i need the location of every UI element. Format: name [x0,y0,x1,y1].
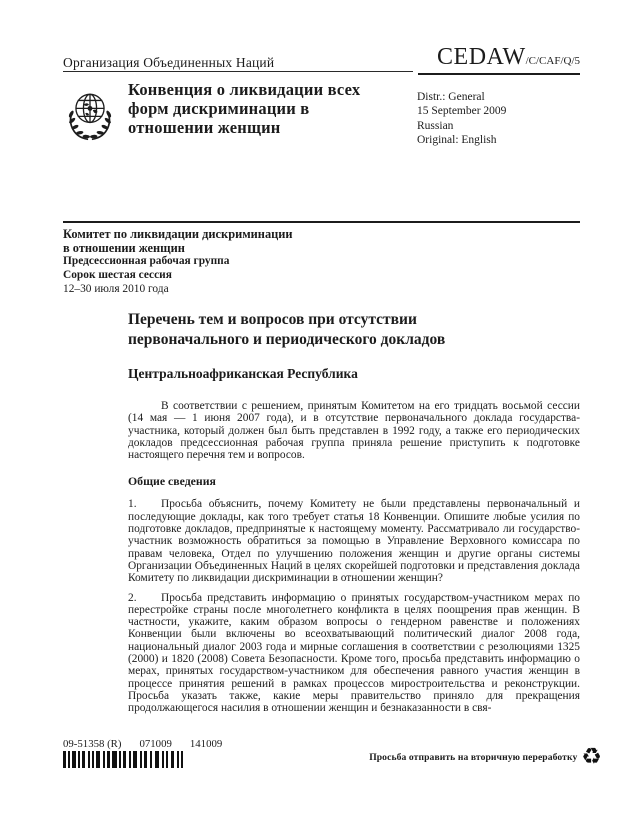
footer-recycle [369,746,602,769]
country-heading: Центральноафриканская Республика [128,366,358,381]
footer-code1: 071009 [139,738,172,750]
paragraph-number: 1. [128,498,137,511]
distr-date: 15 September 2009 [417,105,507,118]
un-org-name: Организация Объединенных Наций [63,55,275,70]
document-symbol-suffix: /C/CAF/Q/5 [525,55,580,67]
session-number: Сорок шестая сессия [63,269,172,281]
header-rule-left [63,71,413,72]
recycle-icon: ♻ [581,744,602,770]
footer-doc-code [63,738,222,750]
session-rule [63,221,580,223]
distr-original: Original: English [417,134,497,147]
numbered-paragraph [128,498,580,584]
footer-job-number: 09-51358 (R) [63,738,122,750]
intro-paragraph: В соответствии с решением, принятым Комитетом на его тридцать восьмой сессии (14 мая — 1 июня 2007 года), и в отсутствие первоначального доклада государства-участника, который должен был быть представлен в 1992 году, а также его периодических докладов предсессионная рабочая группа приняла решение приступить к подготовке настоящего перечня тем и вопросов. [128,400,580,462]
header-rule-right [418,73,580,75]
paragraph-text: Просьба объяснить, почему Комитету не были представлены первоначальный и последующие доклады, как того требует статья 18 Конвенции. Опишите любые усилия по подготовке докладов, предпринятые к настоящему моменту. Рассматривало ли государство-участник возможность обратиться за помощью в Управление Верховного комиссара по правам человека, Отдел по улучшению положения женщин и другие органы системы Организации Объединенных Наций в целях скорейшей подготовки и представления доклада Комитету по ликвидации дискриминации в отношении женщин? [128,498,580,585]
committee-name-line1: Комитет по ликвидации дискриминации [63,227,293,241]
body-column [128,310,580,722]
footer-code2: 141009 [189,738,223,750]
barcode [63,751,183,768]
working-group: Предсессионная рабочая группа [63,255,230,268]
convention-title: Конвенция о ликвидации всех форм дискриминации в отношении женщин [128,80,361,137]
section-heading: Общие сведения [128,474,216,489]
document-symbol-main: CEDAW [437,44,526,70]
session-dates: 12–30 июля 2010 года [63,282,169,295]
paragraph-number: 2. [128,591,137,604]
page-title: Перечень тем и вопросов при отсутствии первоначального и периодического докладов [128,311,446,348]
un-emblem-icon [60,82,120,146]
session-block [63,227,293,296]
distr-line: Distr.: General [417,91,485,103]
committee-name-line2: в отношении женщин [63,241,185,256]
recycle-text: Просьба отправить на вторичную переработку [369,752,578,763]
paragraph-text: Просьба представить информацию о принятых государством-участником мерах по перестройке страны после многолетнего конфликта в целях поощрения прав женщин. В частности, укажите, каким образом вопросы о гендерном равенстве и положениях Конвенции были включены во всеохватывающий политический диалог 2008 года, национальный диалог 2003 года и мирные соглашения в соответствии с резолюциями 1325 (2000) и 1820 (2008) Совета Безопасности. Кроме того, просьба представить информацию о мерах, принятых государством-участником для обеспечения равного участия женщин в процессе принятия решений в рамках процессов миростроительства и реконструкции. Просьба указать также, какие меры правительство приняло для прекращения продолжающегося насилия в отношении женщин и безнаказанности в свя- [128,591,580,715]
distr-language: Russian [417,119,454,132]
distribution-block [417,90,506,148]
numbered-paragraph [128,592,580,715]
document-symbol [437,44,580,71]
